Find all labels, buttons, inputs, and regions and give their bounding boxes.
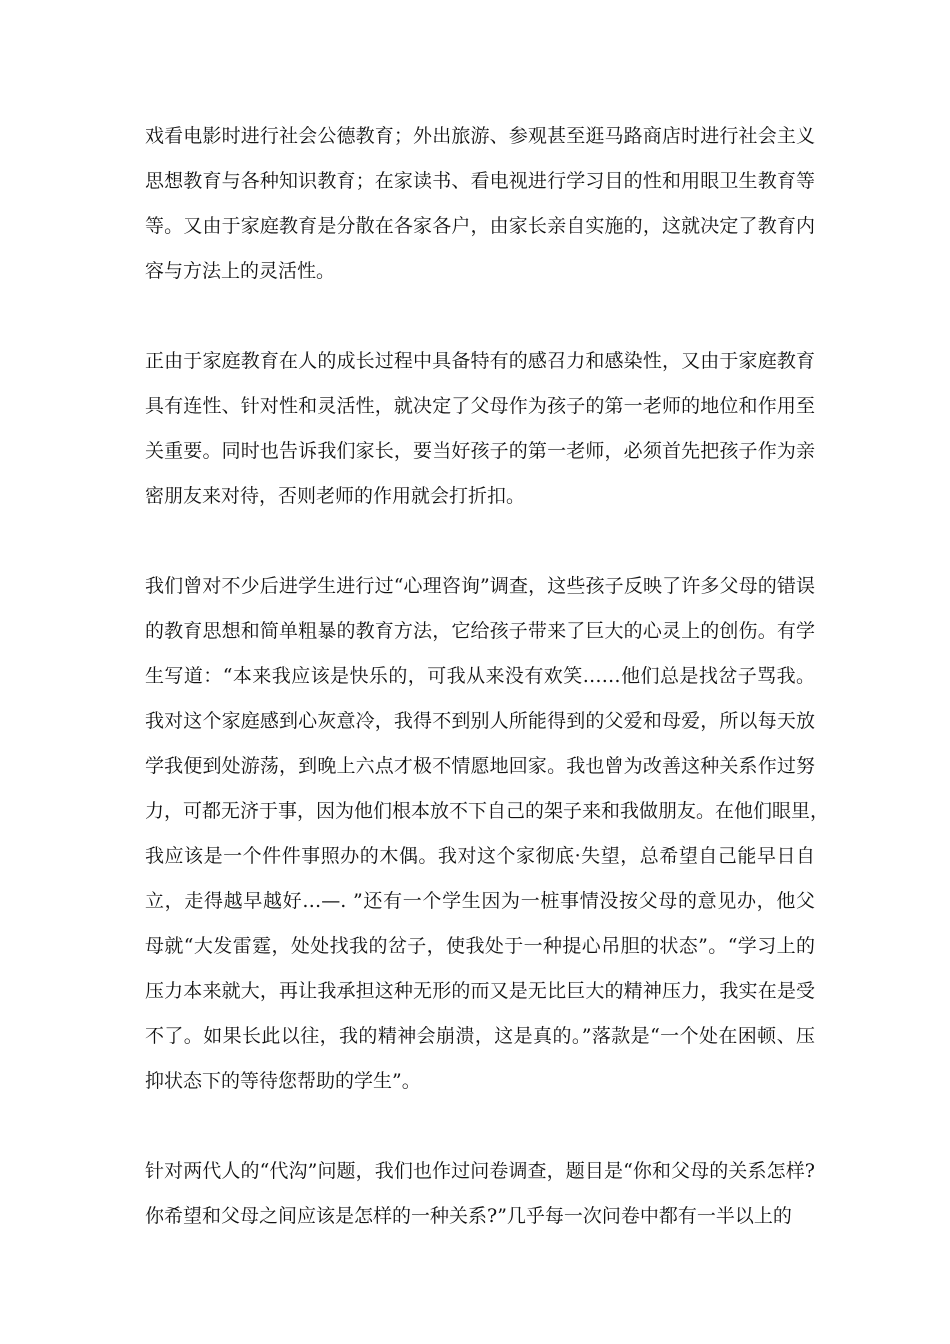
paragraph-4-line-2: 你希望和父母之间应该是怎样的一种关系?”几乎每一次问卷中都有一半以上的	[145, 1205, 792, 1227]
paragraph-1-line-1: 戏看电影时进行社会公德教育；外出旅游、参观甚至逛马路商店时进行社会主义	[145, 125, 815, 147]
paragraph-3-line-9: 母就“大发雷霆，处处找我的岔子，使我处于一种提心吊胆的状态”。“学习上的	[145, 935, 815, 957]
paragraph-2-line-1: 正由于家庭教育在人的成长过程中具备特有的感召力和感染性，又由于家庭教育	[145, 350, 815, 372]
paragraph-3-line-10: 压力本来就大，再让我承担这种无形的而又是无比巨大的精神压力，我实在是受	[145, 980, 815, 1002]
paragraph-3-line-7: 我应该是一个件件事照办的木偶。我对这个家彻底·失望，总希望自己能早日自	[145, 845, 815, 867]
paragraph-3-line-11: 不了。如果长此以往，我的精神会崩溃，这是真的。”落款是“一个处在困顿、压	[145, 1025, 815, 1047]
paragraph-3-line-3: 生写道：“本来我应该是快乐的，可我从来没有欢笑……他们总是找岔子骂我。	[145, 665, 815, 687]
paragraph-1-line-3: 等。又由于家庭教育是分散在各家各户，由家长亲自实施的，这就决定了教育内	[145, 215, 815, 237]
paragraph-4-line-1: 针对两代人的“代沟”问题，我们也作过问卷调查，题目是“你和父母的关系怎样?	[145, 1160, 815, 1182]
paragraph-3-line-2: 的教育思想和简单粗暴的教育方法，它给孩子带来了巨大的心灵上的创伤。有学	[145, 620, 815, 642]
paragraph-3-line-12: 抑状态下的等待您帮助的学生”。	[145, 1070, 421, 1092]
paragraph-1-line-2: 思想教育与各种知识教育；在家读书、看电视进行学习目的性和用眼卫生教育等	[145, 170, 815, 192]
paragraph-2-line-2: 具有连性、针对性和灵活性，就决定了父母作为孩子的第一老师的地位和作用至	[145, 395, 815, 417]
paragraph-1-line-4: 容与方法上的灵活性。	[145, 260, 336, 282]
paragraph-3-line-8: 立，走得越早越好…—. ”还有一个学生因为一桩事情没按父母的意见办，他父	[145, 890, 815, 912]
paragraph-3-line-1: 我们曾对不少后进学生进行过“心理咨询”调查，这些孩子反映了许多父母的错误	[145, 575, 815, 597]
paragraph-3-line-4: 我对这个家庭感到心灰意冷，我得不到别人所能得到的父爱和母爱，所以每天放	[145, 710, 815, 732]
paragraph-3-line-5: 学我便到处游荡，到晚上六点才极不情愿地回家。我也曾为改善这种关系作过努	[145, 755, 815, 777]
paragraph-2-line-4: 密朋友来对待，否则老师的作用就会打折扣。	[145, 485, 526, 507]
paragraph-2-line-3: 关重要。同时也告诉我们家长，要当好孩子的第一老师，必须首先把孩子作为亲	[145, 440, 815, 462]
paragraph-3-line-6: 力，可都无济于事，因为他们根本放不下自己的架子来和我做朋友。在他们眼里，	[145, 800, 830, 822]
